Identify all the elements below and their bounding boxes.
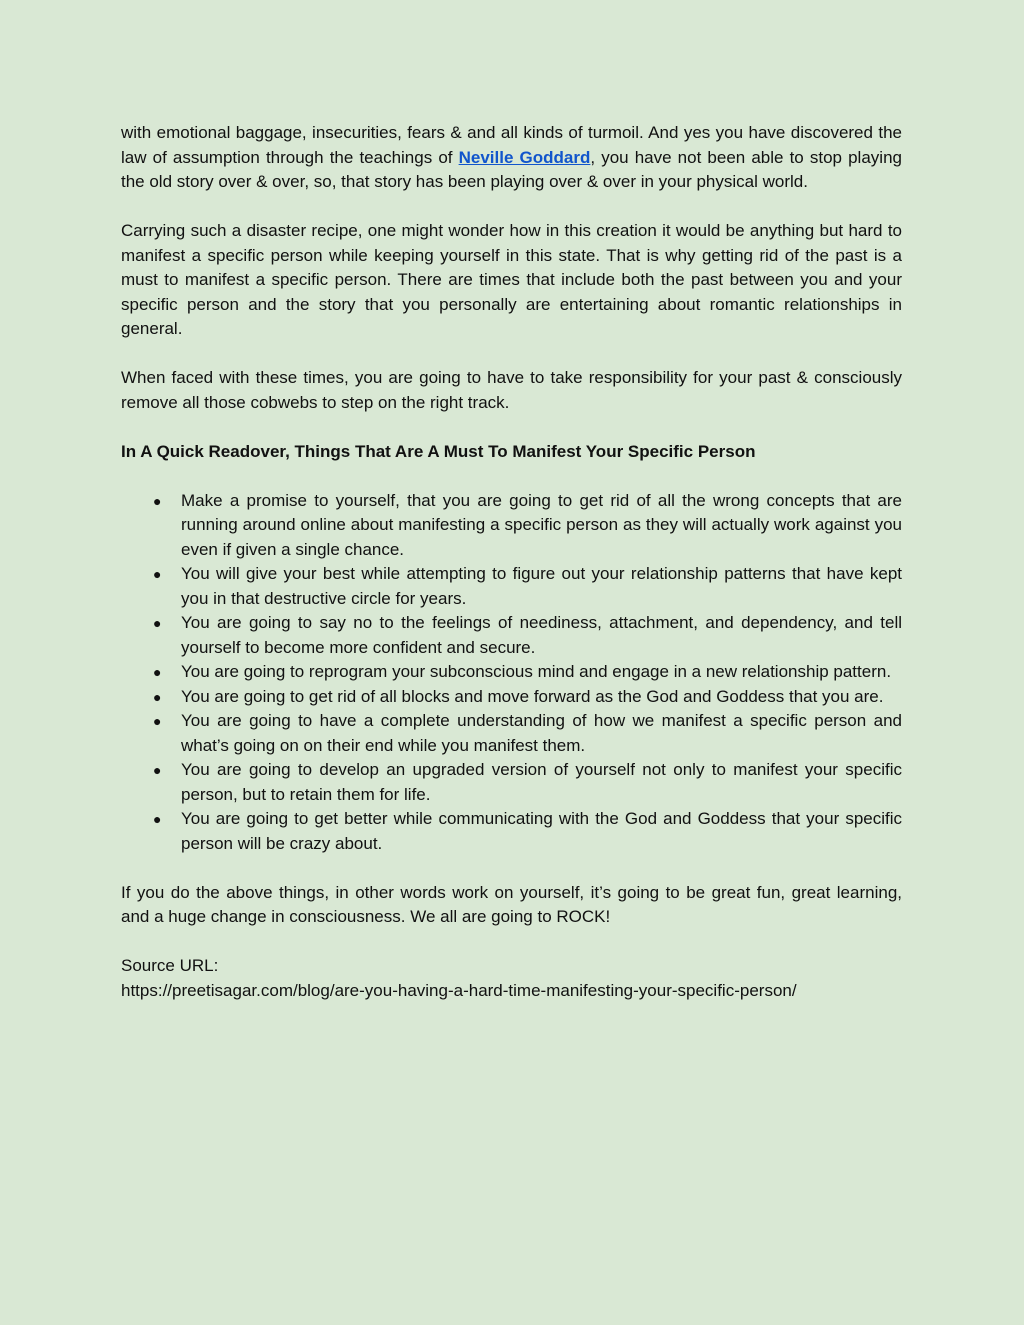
list-item-text: You are going to have a complete understanding of how we manifest a specific person and what’s going on on their end while you manifest them. <box>181 711 902 755</box>
paragraph-responsibility: When faced with these times, you are going to have to take responsibility for your past & consciously remove all those cobwebs to step on the right track. <box>121 368 902 412</box>
list-item-text: You are going to reprogram your subconscious mind and engage in a new relationship pattern. <box>181 662 892 681</box>
bullet-icon: ● <box>153 615 162 631</box>
paragraph-disaster-recipe: Carrying such a disaster recipe, one might wonder how in this creation it would be anything but hard to manifest a specific person while keeping yourself in this state. That is why getting rid of the past is a must to manifest a specific person. There are times that include both the past between you and your specific person and the story that you personally are entertaining about romantic relationships in general. <box>121 221 902 338</box>
paragraph-closing: If you do the above things, in other words work on yourself, it’s going to be great fun, great learning, and a huge change in consciousness. We all are going to ROCK! <box>121 882 902 926</box>
list-item-text: You are going to get better while communicating with the God and Goddess that your specific person will be crazy about. <box>181 809 902 853</box>
list-item-text: You are going to get rid of all blocks and move forward as the God and Goddess that you are. <box>181 686 884 706</box>
list-item <box>121 709 902 758</box>
bullet-icon: ● <box>153 762 162 778</box>
paragraph-intro-text-start: with emotional baggage, insecurities, fears & and all kinds of turmoil. And yes you have discovered the law of assumption through the teachings of <box>121 123 902 167</box>
list-item <box>121 758 902 807</box>
list-item-text: Make a promise to yourself, that you are going to get rid of all the wrong concepts that are running around online about manifesting a specific person as they will actually work against you even if given a single chance. <box>181 490 902 559</box>
bullet-icon: ● <box>153 492 162 509</box>
bullet-icon: ● <box>153 566 162 582</box>
source-block <box>121 954 902 1003</box>
neville-goddard-link[interactable]: Neville Goddard <box>458 147 591 167</box>
bullet-icon: ● <box>153 811 162 827</box>
source-url: https://preetisagar.com/blog/are-you-having-a-hard-time-manifesting-your-specific-person/ <box>121 980 797 1000</box>
list-item <box>121 562 902 611</box>
list-item <box>121 489 902 563</box>
list-item-text: You are going to develop an upgraded version of yourself not only to manifest your specific person, but to retain them for life. <box>181 760 902 804</box>
paragraph-intro-text-end: , you have not been able to stop playing the old story over & over, so, that story has been playing over & over in your physical world. <box>121 147 902 191</box>
source-label: Source URL: <box>121 956 219 975</box>
list-item-text: You are going to say no to the feelings of neediness, attachment, and dependency, and tell yourself to become more confident and secure. <box>181 613 902 657</box>
paragraph-intro <box>121 121 902 195</box>
bullet-icon: ● <box>153 713 162 729</box>
list-item <box>121 807 902 856</box>
list-item-text: You will give your best while attempting to figure out your relationship patterns that have kept you in that destructive circle for years. <box>181 564 902 608</box>
bullet-icon: ● <box>153 688 162 705</box>
list-item <box>121 660 902 685</box>
document-body <box>121 121 902 1003</box>
list-item <box>121 685 902 710</box>
bullet-icon: ● <box>153 664 162 680</box>
must-do-list <box>121 489 902 857</box>
section-heading: In A Quick Readover, Things That Are A Must To Manifest Your Specific Person <box>121 441 756 461</box>
list-item <box>121 611 902 660</box>
